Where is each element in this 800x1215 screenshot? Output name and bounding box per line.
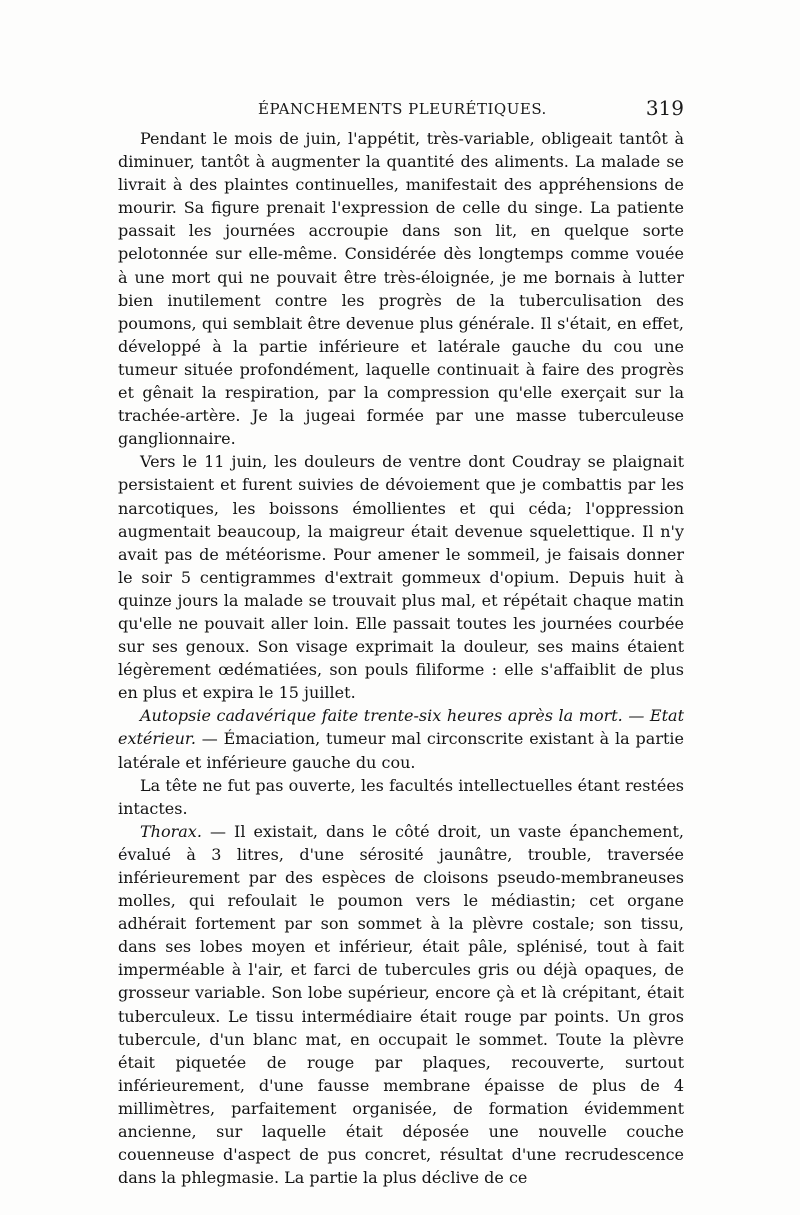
paragraph-4 xyxy=(118,774,684,820)
paragraph-5-text: — Il existait, dans le côté droit, un vaste épanchement, évalué à 3 litres, d'une sérosité jaunâtre, trouble, traversée inférieurement par des espèces de cloisons pseudo-membraneuses molles, qui refoulait le poumon vers le médiastin; cet organe adhérait fortement par son sommet à la plèvre costale; son tissu, dans ses lobes moyen et inférieur, était pâle, splénisé, tout à fait imperméable à l'air, et farci de tubercules gris ou déjà opaques, de grosseur variable. Son lobe supérieur, encore çà et là crépitant, était tuberculeux. Le tissu intermédiaire était rouge par points. Un gros tubercule, d'un blanc mat, en occupait le sommet. Toute la plèvre était piquetée de rouge par plaques, recouverte, surtout inférieurement, d'une fausse membrane épaisse de plus de 4 millimètres, parfaitement organisée, de formation évidemment ancienne, sur laquelle était déposée une nouvelle couche couenneuse d'aspect de pus concret, résultat d'une recrudescence dans la phlegmasie. La partie la plus déclive de ce xyxy=(118,821,684,1188)
paragraph-1-text: Pendant le mois de juin, l'appétit, très-variable, obligeait tantôt à diminuer, tantôt à augmenter la quantité des aliments. La malade se livrait à des plaintes continuelles, manifestait des appréhensions de mourir. Sa figure prenait l'expression de celle du singe. La patiente passait les journées accroupie dans son lit, en quelque sorte pelotonnée sur elle-même. Considérée dès longtemps comme vouée à une mort qui ne pouvait être très-éloignée, je me bornais à lutter bien inutilement contre les progrès de la tuberculisation des poumons, qui semblait être devenue plus générale. Il s'était, en effet, développé à la partie inférieure et latérale gauche du cou une tumeur située profondément, laquelle continuait à faire des progrès et gênait la respiration, par la compression qu'elle exerçait sur la trachée-artère. Je la jugeai formée par une masse tuberculeuse ganglionnaire. xyxy=(118,129,684,449)
page-number: 319 xyxy=(645,96,684,120)
paragraph-3-lead: Autopsie cadavérique faite trente-six heures après la mort. — Etat extérieur. xyxy=(118,706,684,749)
page-header xyxy=(118,96,684,124)
paragraph-1 xyxy=(118,127,684,450)
paragraph-2 xyxy=(118,450,684,704)
paragraph-3 xyxy=(118,704,684,773)
paragraph-2-text: Vers le 11 juin, les douleurs de ventre dont Coudray se plaignait persistaient et furent suivies de dévoiement que je combattis par les narcotiques, les boissons émollientes et qui céda; l'oppression augmentait beaucoup, la maigreur était devenue squelettique. Il n'y avait pas de météorisme. Pour amener le sommeil, je faisais donner le soir 5 centigrammes d'extrait gommeux d'opium. Depuis huit à quinze jours la malade se trouvait plus mal, et répétait chaque matin qu'elle ne pouvait aller loin. Elle passait toutes les journées courbée sur ses genoux. Son visage exprimait la douleur, ses mains étaient légèrement œdématiées, son pouls filiforme : elle s'affaiblit de plus en plus et expira le 15 juillet. xyxy=(118,452,684,703)
paragraph-5 xyxy=(118,820,684,1190)
body-text xyxy=(118,127,684,1189)
paragraph-3-text: — Émaciation, tumeur mal circonscrite existant à la partie latérale et inférieure gauche du cou. xyxy=(118,729,684,772)
paragraph-4-text: La tête ne fut pas ouverte, les facultés intellectuelles étant restées intactes. xyxy=(118,775,684,818)
paragraph-5-lead: Thorax. xyxy=(140,821,202,841)
running-title: ÉPANCHEMENTS PLEURÉTIQUES. xyxy=(258,100,547,118)
